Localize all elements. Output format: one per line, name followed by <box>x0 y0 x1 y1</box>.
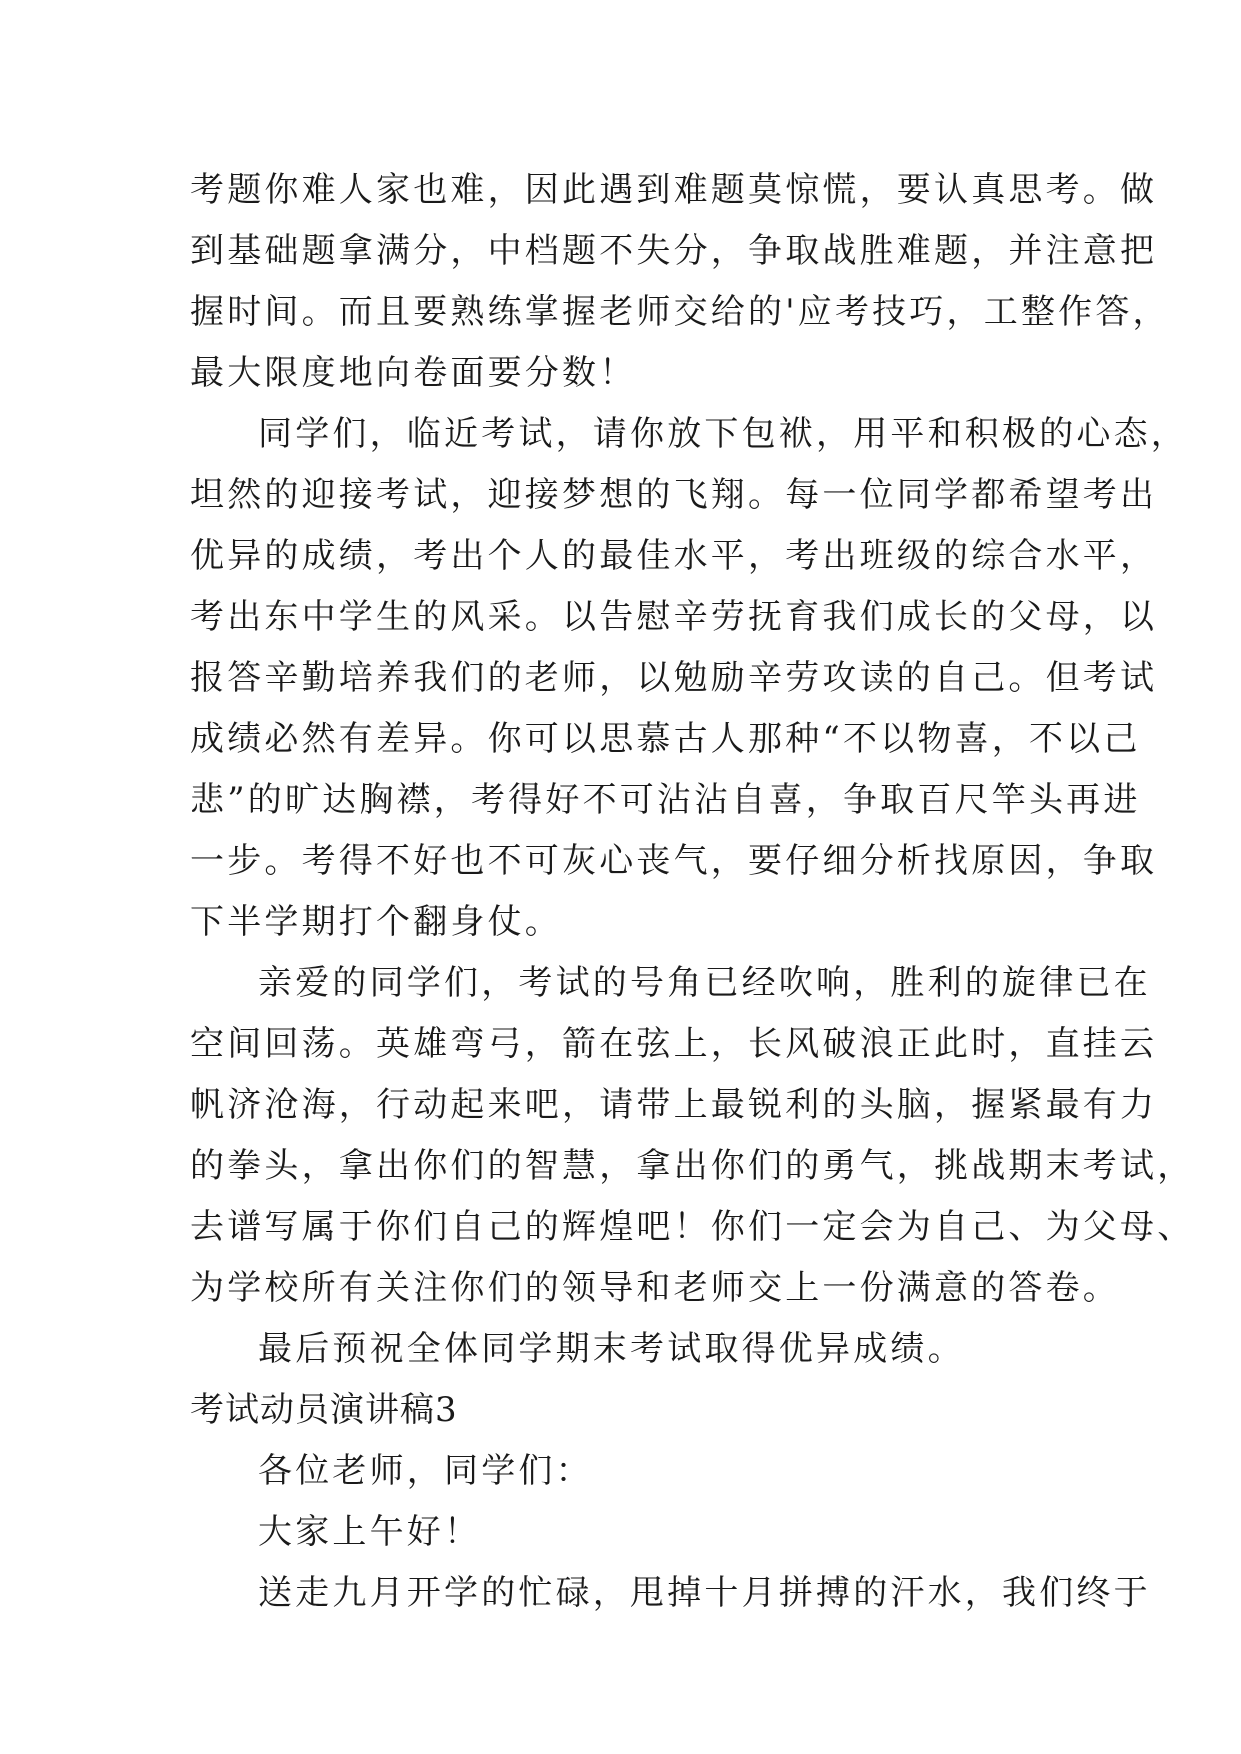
text-line: 空间回荡。英雄弯弓，箭在弦上，长风破浪正此时，直挂云 <box>190 1024 1158 1064</box>
text-line: 下半学期打个翻身仗。 <box>190 902 562 942</box>
text-line: 考题你难人家也难，因此遇到难题莫惊慌，要认真思考。做 <box>190 170 1158 210</box>
text-line: 一步。考得不好也不可灰心丧气，要仔细分析找原因，争取 <box>190 841 1158 881</box>
text-line: 握时间。而且要熟练掌握老师交给的'应考技巧，工整作答， <box>190 292 1170 332</box>
section-heading: 考试动员演讲稿3 <box>190 1390 458 1430</box>
text-line: 最大限度地向卷面要分数！ <box>190 353 637 393</box>
paragraph-exam-advice <box>190 160 1170 404</box>
text-line: 坦然的迎接考试，迎接梦想的飞翔。每一位同学都希望考出 <box>190 475 1158 515</box>
text-line: 各位老师，同学们： <box>258 1451 593 1491</box>
text-line: 亲爱的同学们，考试的号角已经吹响，胜利的旋律已在 <box>258 963 1151 1003</box>
text-line: 考出东中学生的风采。以告慰辛劳抚育我们成长的父母，以 <box>190 597 1158 637</box>
text-line: 帆济沧海，行动起来吧，请带上最锐利的头脑，握紧最有力 <box>190 1085 1158 1125</box>
text-line: 报答辛勤培养我们的老师，以勉励辛劳攻读的自己。但考试 <box>190 658 1158 698</box>
paragraph-opening <box>190 1563 1151 1624</box>
text-line: 优异的成绩，考出个人的最佳水平，考出班级的综合水平， <box>190 536 1158 576</box>
text-line: 到基础题拿满分，中档题不失分，争取战胜难题，并注意把 <box>190 231 1158 271</box>
text-line: 同学们，临近考试，请你放下包袱，用平和积极的心态， <box>258 414 1188 454</box>
salutation <box>190 1441 1070 1502</box>
text-line: 悲”的旷达胸襟，考得好不可沾沾自喜，争取百尺竿头再进 <box>190 780 1141 820</box>
paragraph-mindset <box>190 404 1188 953</box>
greeting <box>190 1502 1070 1563</box>
text-line: 去谱写属于你们自己的辉煌吧！你们一定会为自己、为父母、 <box>190 1207 1195 1247</box>
text-line: 的拳头，拿出你们的智慧，拿出你们的勇气，挑战期末考试， <box>190 1146 1195 1186</box>
document-body <box>190 160 1195 1624</box>
text-line: 最后预祝全体同学期末考试取得优异成绩。 <box>258 1329 965 1369</box>
paragraph-closing-wish <box>190 1319 1070 1380</box>
text-line: 成绩必然有差异。你可以思慕古人那种“不以物喜，不以己 <box>190 719 1141 759</box>
text-line: 为学校所有关注你们的领导和老师交上一份满意的答卷。 <box>190 1268 1120 1308</box>
text-line: 大家上午好！ <box>258 1512 482 1552</box>
paragraph-call-to-action <box>190 953 1195 1319</box>
text-line: 送走九月开学的忙碌，甩掉十月拼搏的汗水，我们终于 <box>258 1573 1151 1613</box>
